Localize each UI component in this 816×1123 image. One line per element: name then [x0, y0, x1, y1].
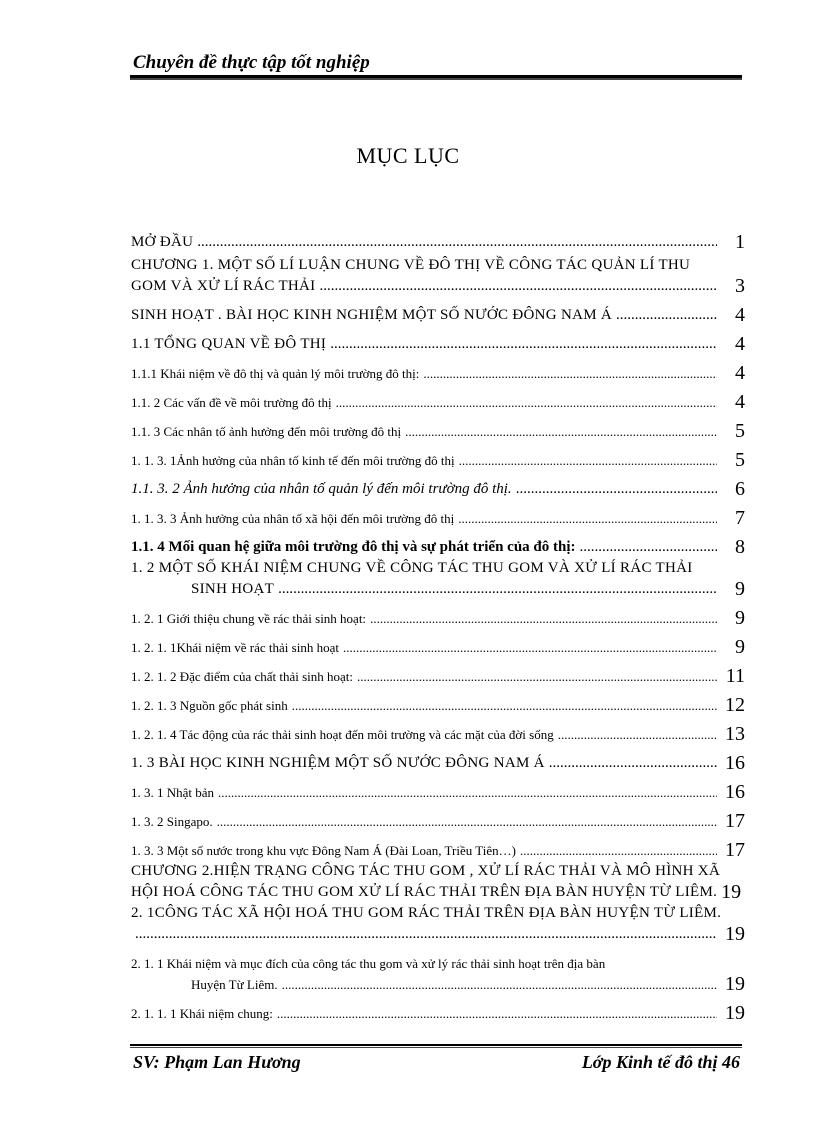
- toc-leader: [549, 753, 717, 774]
- toc-entry-page: 19: [725, 923, 745, 945]
- header-rule-shadow: [130, 78, 742, 80]
- toc-entry[interactable]: [131, 782, 745, 803]
- toc-entry[interactable]: [131, 508, 745, 529]
- toc-entry[interactable]: [131, 666, 745, 687]
- toc-entry-page: 1: [735, 231, 745, 253]
- toc-entry-page: 4: [735, 304, 745, 326]
- toc-entry-text: 1. 2. 1. 1Khái niệm về rác thải sinh hoạt: [131, 640, 339, 655]
- toc-entry[interactable]: [131, 479, 745, 500]
- toc-entry[interactable]: [131, 537, 745, 558]
- toc-entry-text: SINH HOẠT: [191, 581, 275, 597]
- toc-leader: [423, 363, 717, 384]
- toc-entry[interactable]: [131, 558, 745, 600]
- toc-entry-text: SINH HOẠT . BÀI HỌC KINH NGHIỆM MỘT SỐ NƯỚC ĐÔNG NAM Á: [131, 307, 613, 323]
- toc-entry[interactable]: [131, 421, 745, 442]
- toc-leader: [336, 392, 717, 413]
- toc-leader: [516, 479, 717, 500]
- toc-entry-text: 1. 3. 1 Nhật bản: [131, 785, 215, 800]
- toc-entry-page: 7: [735, 507, 745, 529]
- toc-leader: [292, 695, 717, 716]
- footer-student-name: SV: Phạm Lan Hương: [133, 1052, 301, 1072]
- toc-leader: [458, 508, 717, 529]
- toc-entry-page: 11: [725, 665, 745, 687]
- toc-entry-page: 17: [725, 810, 745, 832]
- toc-leader: [135, 924, 717, 945]
- toc-entry-page: 19: [721, 881, 742, 903]
- toc-entry-text: 1. 2 MỘT SỐ KHÁI NIỆM CHUNG VỀ CÔNG TÁC THU GOM VÀ XỬ LÍ RÁC THẢI: [131, 560, 693, 576]
- table-of-contents: [131, 232, 745, 1024]
- page-title: MỤC LỤC: [356, 143, 460, 168]
- toc-entry-page: 9: [735, 636, 745, 658]
- toc-entry[interactable]: [131, 334, 745, 355]
- toc-entry-text: 1.1 TỔNG QUAN VỀ ĐÔ THỊ: [131, 336, 327, 352]
- toc-entry[interactable]: [131, 1003, 745, 1024]
- page-header-title: Chuyên đề thực tập tốt nghiệp: [133, 52, 370, 73]
- toc-leader: [616, 305, 717, 326]
- toc-leader: [278, 579, 717, 600]
- toc-leader: [277, 1003, 717, 1024]
- toc-entry-text: 1. 2. 1 Giới thiệu chung về rác thải sinh hoạt:: [131, 611, 367, 626]
- toc-entry-page: 13: [725, 723, 745, 745]
- toc-entry[interactable]: [131, 637, 745, 658]
- toc-entry-text: 2. 1. 1 Khái niệm và mục đích của công tác thu gom và xử lý rác thải sinh hoạt trên địa bàn: [131, 956, 606, 971]
- toc-leader: [218, 782, 717, 803]
- toc-leader: [357, 666, 717, 687]
- toc-leader: [580, 537, 717, 558]
- toc-entry-text: 1. 2. 1. 4 Tác động của rác thải sinh hoạt đến môi trường và các mặt của đời sống: [131, 727, 554, 742]
- toc-entry-page: 5: [735, 449, 745, 471]
- toc-entry-page: 8: [735, 536, 745, 558]
- toc-entry[interactable]: [131, 450, 745, 471]
- toc-entry-page: 9: [735, 607, 745, 629]
- toc-entry[interactable]: [131, 392, 745, 413]
- toc-leader: [370, 608, 717, 629]
- toc-entry-text: 2. 1. 1. 1 Khái niệm chung:: [131, 1006, 273, 1021]
- toc-entry[interactable]: [131, 232, 745, 253]
- toc-entry-page: 9: [735, 578, 745, 600]
- toc-entry[interactable]: [131, 724, 745, 745]
- toc-entry[interactable]: [131, 255, 745, 297]
- toc-entry-text: 1. 2. 1. 3 Nguồn gốc phát sinh: [131, 698, 288, 713]
- toc-entry[interactable]: [131, 811, 745, 832]
- toc-leader: [343, 637, 717, 658]
- toc-entry-text: 1.1.1 Khái niệm về đô thị và quản lý môi trường đô thị:: [131, 366, 420, 381]
- footer-rule: [130, 1044, 742, 1046]
- toc-leader: [405, 421, 717, 442]
- toc-entry-page: 16: [725, 752, 745, 774]
- toc-entry-page: 4: [735, 362, 745, 384]
- toc-leader: [319, 276, 717, 297]
- toc-entry-text: CHƯƠNG 2.HIỆN TRẠNG CÔNG TÁC THU GOM , XỬ LÍ RÁC THẢI VÀ MÔ HÌNH XÃ: [131, 863, 721, 879]
- toc-entry-text: 1. 3 BÀI HỌC KINH NGHIỆM MỘT SỐ NƯỚC ĐÔNG NAM Á: [131, 755, 545, 771]
- toc-entry-page: 19: [725, 1002, 745, 1024]
- toc-entry-text: 1. 2. 1. 2 Đặc điểm của chất thải sinh hoạt:: [131, 669, 354, 684]
- toc-entry-text: Huyện Từ Liêm.: [191, 977, 278, 992]
- toc-entry-text: 1. 3. 3 Một số nước trong khu vực Đông Nam Á (Đài Loan, Triều Tiên…): [131, 843, 516, 858]
- toc-leader: [197, 232, 717, 253]
- toc-entry-page: 19: [725, 973, 745, 995]
- toc-leader: [558, 724, 717, 745]
- toc-entry-text: 1. 1. 3. 3 Ảnh hưởng của nhân tố xã hội đến môi trường đô thị: [131, 511, 455, 526]
- footer-rule-shadow: [130, 1047, 742, 1048]
- toc-entry[interactable]: [131, 695, 745, 716]
- toc-entry-text: MỞ ĐẦU: [131, 234, 194, 250]
- toc-entry[interactable]: [131, 953, 745, 995]
- toc-entry-text: 2. 1CÔNG TÁC XÃ HỘI HOÁ THU GOM RÁC THẢI TRÊN ĐỊA BÀN HUYỆN TỪ LIÊM.: [131, 905, 722, 921]
- toc-entry[interactable]: [131, 861, 745, 903]
- toc-entry-text: 1. 3. 2 Singapo.: [131, 814, 213, 829]
- toc-entry-text: HỘI HOÁ CÔNG TÁC THU GOM XỬ LÍ RÁC THẢI TRÊN ĐỊA BÀN HUYỆN TỪ LIÊM.: [131, 884, 718, 900]
- footer-class-name: Lớp Kinh tế đô thị 46: [581, 1052, 740, 1072]
- toc-leader: [459, 450, 717, 471]
- toc-entry-text: 1.1. 4 Mối quan hệ giữa môi trường đô thị và sự phát triển của đô thị:: [131, 539, 576, 555]
- toc-entry[interactable]: [131, 305, 745, 326]
- toc-entry-page: 3: [735, 275, 745, 297]
- toc-leader: [330, 334, 717, 355]
- toc-entry-page: 4: [735, 333, 745, 355]
- toc-entry[interactable]: [131, 363, 745, 384]
- toc-entry-text: 1.1. 2 Các vấn đề về môi trường đô thị: [131, 395, 332, 410]
- toc-entry-page: 4: [735, 391, 745, 413]
- toc-entry-page: 12: [725, 694, 745, 716]
- toc-entry-text: 1.1. 3. 2 Ảnh hưởng của nhân tố quản lý đến môi trường đô thị.: [131, 481, 512, 497]
- toc-entry-page: 17: [725, 839, 745, 861]
- toc-entry-text: GOM VÀ XỬ LÍ RÁC THẢI: [131, 278, 316, 294]
- toc-entry[interactable]: [131, 608, 745, 629]
- toc-entry-page: 5: [735, 420, 745, 442]
- toc-leader: [282, 974, 717, 995]
- toc-entry[interactable]: [131, 753, 745, 774]
- toc-leader: [217, 811, 717, 832]
- toc-entry-text: CHƯƠNG 1. MỘT SỐ LÍ LUẬN CHUNG VỀ ĐÔ THỊ VỀ CÔNG TÁC QUẢN LÍ THU: [131, 257, 691, 273]
- toc-entry-text: 1.1. 3 Các nhân tố ảnh hưởng đến môi trường đô thị: [131, 424, 402, 439]
- toc-entry-page: 16: [725, 781, 745, 803]
- toc-entry-page: 6: [735, 478, 745, 500]
- toc-entry[interactable]: [131, 903, 745, 945]
- toc-leader: [520, 840, 717, 861]
- toc-entry-text: 1. 1. 3. 1Ảnh hưởng của nhân tố kinh tế đến môi trường đô thị: [131, 453, 455, 468]
- toc-entry[interactable]: [131, 840, 745, 861]
